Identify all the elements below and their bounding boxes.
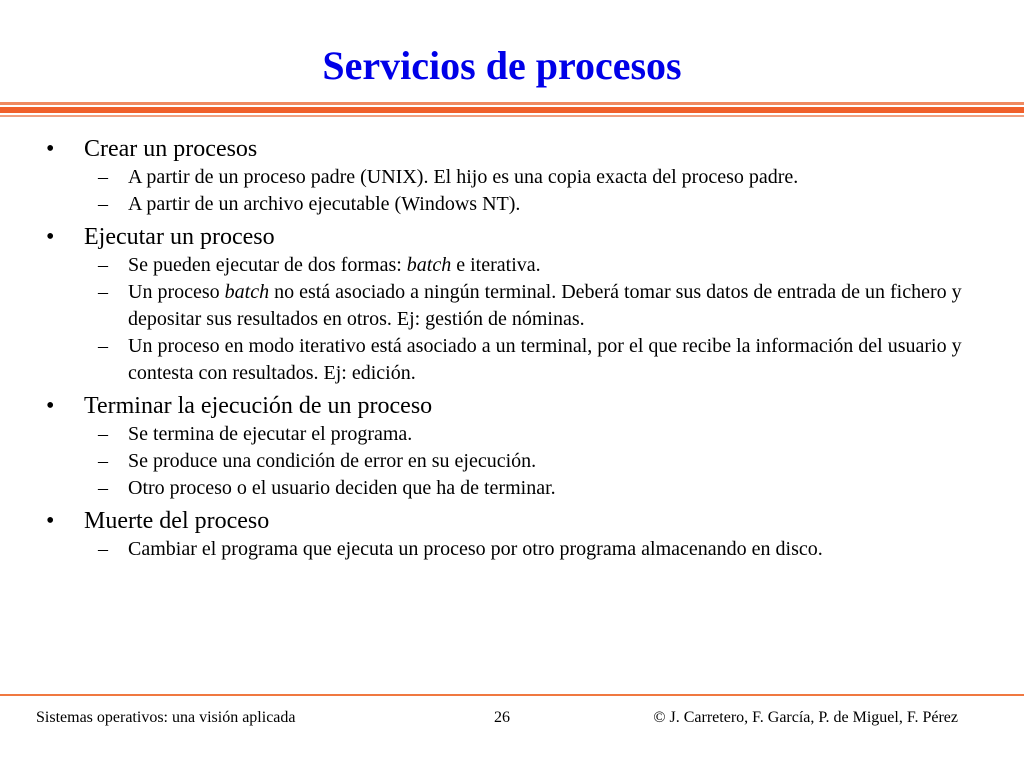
page-number: 26 [494,709,510,726]
sub-item-text: Un proceso batch no está asociado a ningún terminal. Deberá tomar sus datos de entrada de un fichero y depositar sus resultados en otros. Ej: gestión de nóminas. [128,281,962,330]
sub-item-text: Un proceso en modo iterativo está asociado a un terminal, por el que recibe la información del usuario y contesta con resultados. Ej: edición. [128,335,962,384]
section-heading: Ejecutar un proceso [84,224,275,250]
sub-item [40,191,980,218]
sub-item-text: Se termina de ejecutar el programa. [128,423,413,445]
slide-title: Servicios de procesos [322,43,682,88]
bullet-marker: • [46,393,55,419]
dash-marker: – [98,193,108,215]
section-ejecutar [40,222,980,387]
sub-item-text: Se produce una condición de error en su ejecución. [128,450,537,472]
sub-item [40,333,980,387]
sub-item [40,475,980,502]
sub-item [40,279,980,333]
section-heading: Muerte del proceso [84,508,270,534]
footer-book-title: Sistemas operativos: una visión aplicada [36,709,296,726]
sub-item-text: A partir de un proceso padre (UNIX). El hijo es una copia exacta del proceso padre. [128,166,799,188]
dash-marker: – [98,538,108,560]
sub-item [40,421,980,448]
bullet-item [40,222,980,252]
sub-item-text: Se pueden ejecutar de dos formas: batch e iterativa. [128,254,541,276]
section-terminar [40,391,980,502]
dash-marker: – [98,423,108,445]
dash-marker: – [98,450,108,472]
dash-marker: – [98,166,108,188]
bullet-marker: • [46,136,55,162]
section-crear [40,134,980,218]
bullet-marker: • [46,508,55,534]
section-heading: Crear un procesos [84,136,258,162]
bullet-marker: • [46,224,55,250]
bullet-item [40,134,980,164]
sub-item-text: Otro proceso o el usuario deciden que ha de terminar. [128,477,556,499]
bullet-item [40,506,980,536]
sub-item [40,536,980,563]
sub-item [40,448,980,475]
sub-item [40,164,980,191]
sub-item-text: Cambiar el programa que ejecuta un proceso por otro programa almacenando en disco. [128,538,823,560]
sub-item-text: A partir de un archivo ejecutable (Windows NT). [128,193,521,215]
dash-marker: – [98,281,108,303]
dash-marker: – [98,254,108,276]
section-muerte [40,506,980,563]
dash-marker: – [98,477,108,499]
bullet-item [40,391,980,421]
section-heading: Terminar la ejecución de un proceso [84,393,433,419]
dash-marker: – [98,335,108,357]
footer-divider [0,694,1024,696]
sub-item [40,252,980,279]
slide-content [40,134,980,567]
footer-copyright: © J. Carretero, F. García, P. de Miguel, F. Pérez [653,709,958,726]
